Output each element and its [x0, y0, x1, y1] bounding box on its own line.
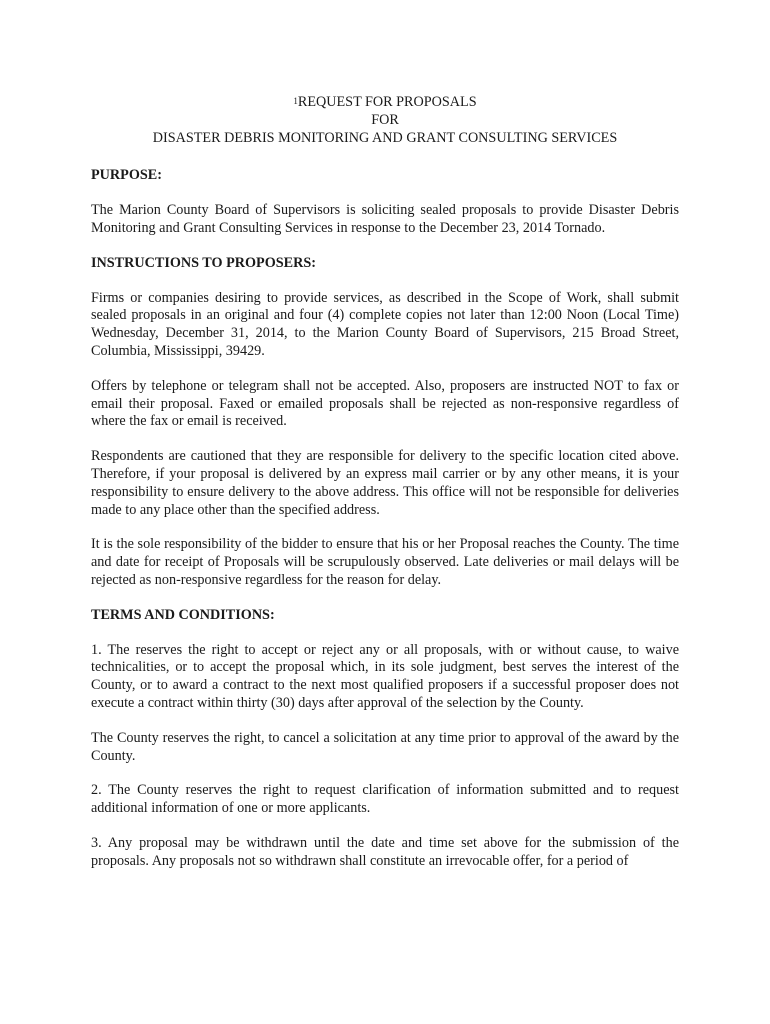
purpose-heading: PURPOSE: [91, 167, 162, 184]
instructions-paragraph-responsibility: It is the sole responsibility of the bidder to ensure that his or her Proposal reaches the County. The time and date for receipt of Proposals will be scrupulously observed. Late deliveries or mail delays will be rejected as non-responsive regardless for the reason for delay. [91, 536, 679, 588]
document-title [91, 93, 679, 147]
terms-paragraph-2: 2. The County reserves the right to request clarification of information submitted and to request additional information of one or more applicants. [91, 782, 679, 817]
purpose-paragraph: The Marion County Board of Supervisors is soliciting sealed proposals to provide Disaster Debris Monitoring and Grant Consulting Services in response to the December 23, 2014 Tornado. [91, 202, 679, 236]
terms-paragraph-1: 1. The reserves the right to accept or reject any or all proposals, with or without cause, to waive technicalities, or to accept the proposal which, in its sole judgment, best serves the interest of the County, or to award a contract to the next most qualified proposers if a successful proposer does not execute a contract within thirty (30) days after approval of the selection by the County. [91, 641, 679, 711]
title-line-3: DISASTER DEBRIS MONITORING AND GRANT CONSULTING SERVICES [152, 129, 618, 146]
title-line-2: FOR [371, 111, 399, 128]
terms-paragraph-3: 3. Any proposal may be withdrawn until the date and time set above for the submission of the proposals. Any proposals not so withdrawn shall constitute an irrevocable offer, for a period of [91, 834, 679, 869]
instructions-paragraph-no-fax: Offers by telephone or telegram shall not be accepted. Also, proposers are instructed NOT to fax or email their proposal. Faxed or emailed proposals shall be rejected as non-responsive regardless of where the fax or email is received. [91, 377, 679, 430]
footnote-mark: 1 [293, 96, 298, 106]
instructions-heading: INSTRUCTIONS TO PROPOSERS: [91, 254, 316, 271]
title-line-1 [91, 93, 679, 112]
document-page [91, 93, 679, 888]
instructions-paragraph-delivery: Respondents are cautioned that they are responsible for delivery to the specific location cited above. Therefore, if your proposal is delivered by an express mail carrier or by any other means, it is your responsibility to ensure delivery to the above address. This office will not be responsible for deliveries made to any place other than the specified address. [91, 448, 679, 518]
terms-heading: TERMS AND CONDITIONS: [91, 606, 275, 623]
title-text-1: REQUEST FOR PROPOSALS [297, 94, 477, 110]
terms-paragraph-cancel: The County reserves the right, to cancel a solicitation at any time prior to approval of the award by the County. [91, 729, 679, 764]
instructions-paragraph-submission: Firms or companies desiring to provide services, as described in the Scope of Work, shall submit sealed proposals in an original and four (4) complete copies not later than 12:00 Noon (Local Time) Wednesday, December 31, 2014, to the Marion County Board of Supervisors, 215 Broad Street, Columbia, Mississippi, 39429. [91, 289, 679, 359]
